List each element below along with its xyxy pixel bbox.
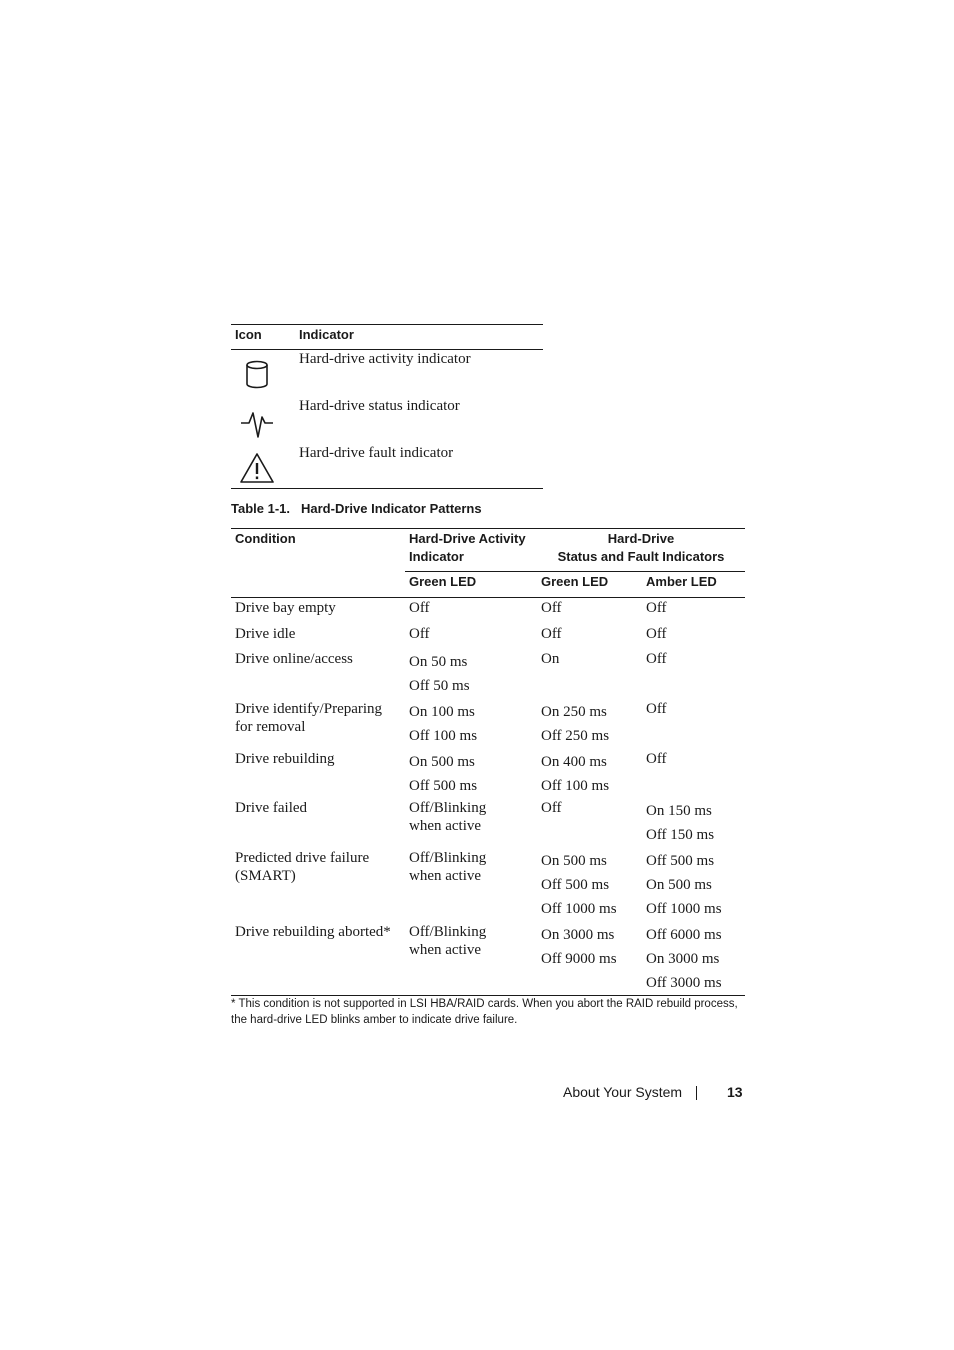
amber-led-cell: Off xyxy=(646,651,667,667)
subheader-rule xyxy=(405,571,745,572)
table-top-rule xyxy=(231,528,745,529)
activity-column-header-line1: Hard-Drive Activity xyxy=(409,531,526,546)
icon-column-header: Icon xyxy=(235,327,262,342)
page-number: 13 xyxy=(727,1084,743,1100)
amber-led-cell: Off xyxy=(646,600,667,616)
condition-cell: Predicted drive failure (SMART) xyxy=(235,850,370,884)
indicator-column-header: Indicator xyxy=(299,327,354,342)
status-fault-column-header-line1: Hard-Drive xyxy=(607,531,675,546)
green-led-cell: On 250 ms Off 250 ms xyxy=(541,704,610,744)
table-caption-number: Table 1-1. xyxy=(231,501,291,516)
hard-drive-cylinder-icon xyxy=(239,356,275,392)
condition-cell: Drive online/access xyxy=(235,651,353,667)
status-green-led-header: Green LED xyxy=(541,574,609,589)
indicator-patterns-table xyxy=(231,528,745,996)
footer-separator xyxy=(696,1086,697,1100)
status-waveform-icon xyxy=(239,403,275,439)
condition-cell: Drive rebuilding xyxy=(235,751,335,767)
activity-column-header-line2: Indicator xyxy=(409,549,464,564)
amber-led-cell: Off 6000 ms On 3000 ms Off 3000 ms xyxy=(646,927,722,991)
status-fault-column-header-line2: Status and Fault Indicators xyxy=(557,549,725,564)
amber-led-cell: On 150 ms Off 150 ms xyxy=(646,803,715,843)
amber-led-cell: Off xyxy=(646,701,667,717)
footnote-line: the hard-drive LED blinks amber to indicate drive failure. xyxy=(231,1014,518,1026)
amber-led-cell: Off 500 ms On 500 ms Off 1000 ms xyxy=(646,853,722,917)
green-led-cell: Off xyxy=(541,626,562,642)
green-led-cell: On 400 ms Off 100 ms xyxy=(541,754,610,794)
green-led-cell: On 500 ms Off 500 ms Off 1000 ms xyxy=(541,853,617,917)
condition-column-header: Condition xyxy=(235,531,296,546)
warning-triangle-icon xyxy=(239,450,275,486)
activity-cell: On 50 ms Off 50 ms xyxy=(409,654,470,694)
activity-cell: Off xyxy=(409,626,430,642)
condition-cell: Drive rebuilding aborted* xyxy=(235,924,391,940)
table-caption xyxy=(231,501,482,516)
icon-row xyxy=(231,350,543,397)
table-top-rule xyxy=(231,324,543,325)
green-led-cell: Off xyxy=(541,800,562,816)
green-led-cell: On xyxy=(541,651,560,667)
activity-cell: Off xyxy=(409,600,430,616)
activity-cell: Off/Blinking when active xyxy=(409,800,487,834)
condition-cell: Drive idle xyxy=(235,626,296,642)
condition-cell: Drive identify/Preparing for removal xyxy=(235,701,383,735)
activity-green-led-header: Green LED xyxy=(409,574,477,589)
header-bottom-rule xyxy=(231,597,745,598)
amber-led-cell: Off xyxy=(646,751,667,767)
activity-cell: On 100 ms Off 100 ms xyxy=(409,704,478,744)
footnote-line: * This condition is not supported in LSI HBA/RAID cards. When you abort the RAID rebuild process, xyxy=(231,998,738,1010)
status-indicator-label: Hard-drive status indicator xyxy=(299,398,460,414)
condition-cell: Drive failed xyxy=(235,800,308,816)
activity-cell: Off/Blinking when active xyxy=(409,924,487,958)
activity-cell: Off/Blinking when active xyxy=(409,850,487,884)
table-bottom-rule xyxy=(231,488,543,489)
fault-indicator-label: Hard-drive fault indicator xyxy=(299,445,454,461)
icon-row xyxy=(231,444,543,491)
green-led-cell: Off xyxy=(541,600,562,616)
amber-led-header: Amber LED xyxy=(646,574,717,589)
amber-led-cell: Off xyxy=(646,626,667,642)
footer-section-title: About Your System xyxy=(563,1084,683,1100)
condition-cell: Drive bay empty xyxy=(235,600,336,616)
icon-row xyxy=(231,397,543,444)
table-footnote xyxy=(231,996,751,1028)
activity-indicator-label: Hard-drive activity indicator xyxy=(299,351,471,367)
green-led-cell: On 3000 ms Off 9000 ms xyxy=(541,927,617,967)
activity-cell: On 500 ms Off 500 ms xyxy=(409,754,478,794)
table-caption-title: Hard-Drive Indicator Patterns xyxy=(301,501,482,516)
